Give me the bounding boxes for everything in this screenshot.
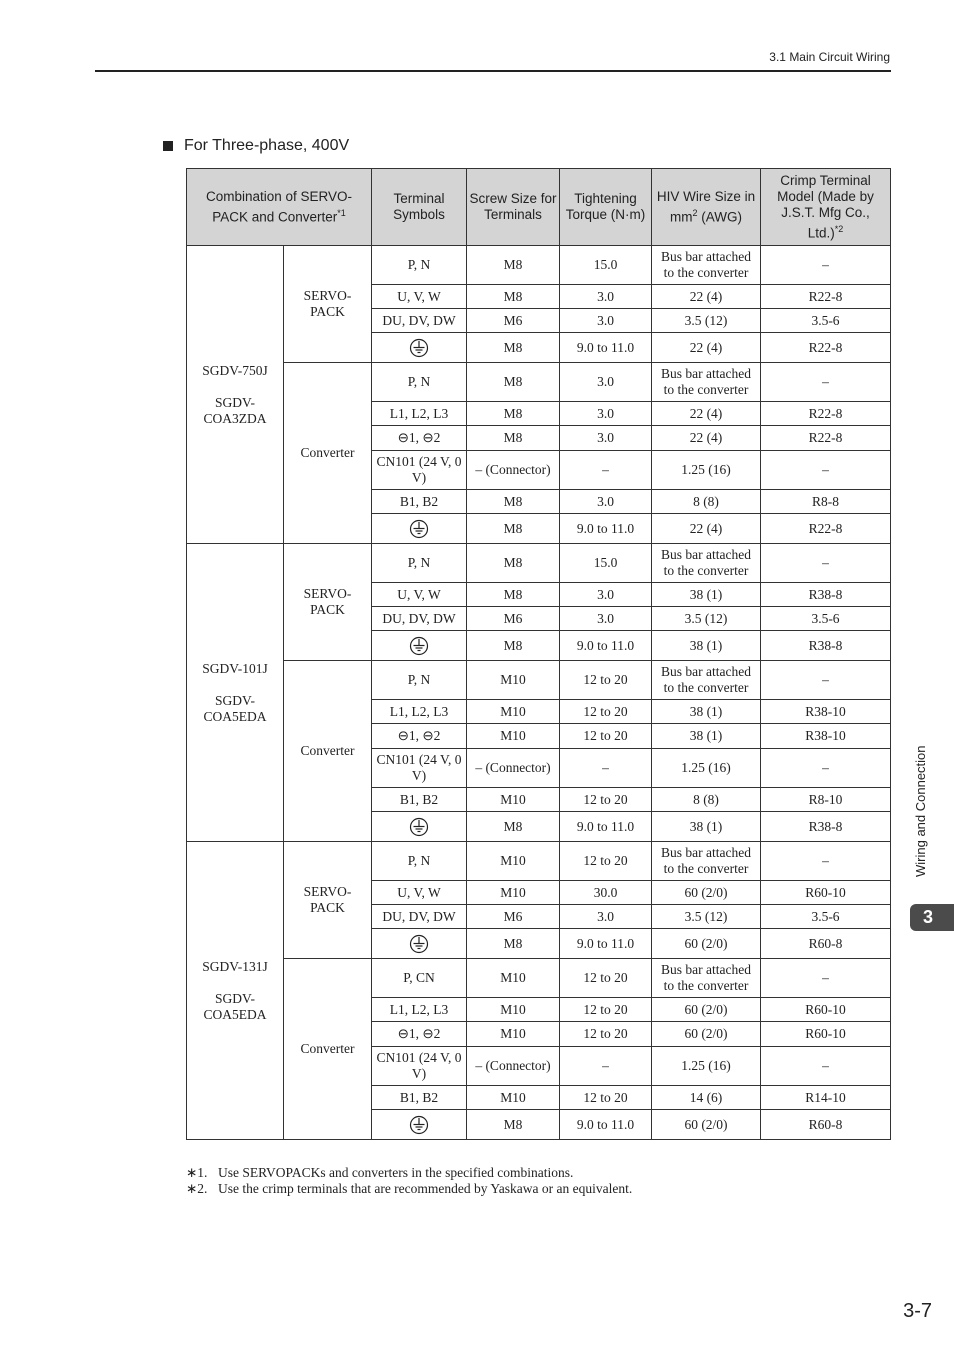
crimp-terminal-cell: 3.5-6 <box>761 309 891 333</box>
servopack-model: SGDV-101J <box>202 660 268 676</box>
torque-cell: 3.0 <box>560 426 652 451</box>
crimp-terminal-cell: R14-10 <box>761 1086 891 1110</box>
combination-model-cell <box>187 544 284 842</box>
crimp-terminal-cell: R60-10 <box>761 1022 891 1047</box>
terminal-symbol-cell <box>372 929 467 959</box>
torque-cell: 9.0 to 11.0 <box>560 929 652 959</box>
table-body <box>187 246 891 1140</box>
wire-size-cell: 22 (4) <box>652 514 761 544</box>
torque-cell: 9.0 to 11.0 <box>560 812 652 842</box>
terminal-symbol-cell: L1, L2, L3 <box>372 700 467 724</box>
terminal-symbol-cell: P, CN <box>372 959 467 998</box>
running-header: 3.1 Main Circuit Wiring <box>769 50 890 64</box>
wire-size-cell: Bus bar attached to the converter <box>652 842 761 881</box>
torque-cell: – <box>560 451 652 490</box>
screw-size-cell: M8 <box>467 583 560 607</box>
screw-size-cell: M8 <box>467 285 560 309</box>
screw-size-cell: M8 <box>467 490 560 514</box>
combination-model-cell <box>187 842 284 1140</box>
terminal-symbol-cell: CN101 (24 V, 0 V) <box>372 749 467 788</box>
ground-icon <box>409 817 429 837</box>
page-number: 3-7 <box>903 1300 932 1322</box>
torque-cell: 30.0 <box>560 881 652 905</box>
screw-size-cell: M8 <box>467 812 560 842</box>
servopack-model: SGDV-131J <box>202 958 268 974</box>
header-wire-size: HIV Wire Size in $mm^2$ (AWG) <box>652 169 761 246</box>
wire-size-cell: 8 (8) <box>652 788 761 812</box>
servopack-model: SGDV-750J <box>202 362 268 378</box>
header-terminal-symbols: Terminal Symbols <box>372 169 467 246</box>
torque-cell: 12 to 20 <box>560 788 652 812</box>
crimp-terminal-cell: R22-8 <box>761 333 891 363</box>
wire-size-cell: 38 (1) <box>652 631 761 661</box>
crimp-terminal-cell: – <box>761 749 891 788</box>
converter-model: SGDV-COA5EDA <box>203 990 267 1022</box>
terminal-symbol-cell: P, N <box>372 842 467 881</box>
wire-size-cell: 60 (2/0) <box>652 998 761 1022</box>
crimp-terminal-cell: – <box>761 451 891 490</box>
terminal-symbol-cell: ⊖1, ⊖2 <box>372 426 467 451</box>
screw-size-cell: M8 <box>467 631 560 661</box>
torque-cell: 3.0 <box>560 402 652 426</box>
screw-size-cell: – (Connector) <box>467 1047 560 1086</box>
header-crimp-terminal: Crimp Terminal Model (Made by J.S.T. Mfg Co., Ltd.)$^{*2}$ <box>761 169 891 246</box>
bullet-square-icon <box>163 141 173 151</box>
wire-size-cell: 60 (2/0) <box>652 1110 761 1140</box>
wiring-spec-table <box>186 168 891 1140</box>
torque-cell: 12 to 20 <box>560 842 652 881</box>
screw-size-cell: M10 <box>467 724 560 749</box>
screw-size-cell: M8 <box>467 1110 560 1140</box>
torque-cell: 3.0 <box>560 363 652 402</box>
crimp-terminal-cell: – <box>761 544 891 583</box>
crimp-terminal-cell: R22-8 <box>761 426 891 451</box>
torque-cell: 12 to 20 <box>560 1022 652 1047</box>
screw-size-cell: M8 <box>467 544 560 583</box>
torque-cell: 3.0 <box>560 309 652 333</box>
torque-cell: 9.0 to 11.0 <box>560 1110 652 1140</box>
screw-size-cell: M10 <box>467 881 560 905</box>
torque-cell: – <box>560 1047 652 1086</box>
table-row <box>187 363 891 402</box>
torque-cell: 3.0 <box>560 285 652 309</box>
wire-size-cell: 38 (1) <box>652 583 761 607</box>
torque-cell: 15.0 <box>560 544 652 583</box>
crimp-terminal-cell: R22-8 <box>761 514 891 544</box>
chapter-side-label: Wiring and Connection <box>913 745 928 877</box>
torque-cell: 12 to 20 <box>560 724 652 749</box>
terminal-symbol-cell: CN101 (24 V, 0 V) <box>372 451 467 490</box>
crimp-terminal-cell: 3.5-6 <box>761 607 891 631</box>
crimp-terminal-cell: R22-8 <box>761 285 891 309</box>
torque-cell: 15.0 <box>560 246 652 285</box>
screw-size-cell: M8 <box>467 246 560 285</box>
crimp-terminal-cell: R22-8 <box>761 402 891 426</box>
wire-size-cell: 38 (1) <box>652 812 761 842</box>
wire-size-cell: 38 (1) <box>652 724 761 749</box>
crimp-terminal-cell: R60-8 <box>761 929 891 959</box>
terminal-symbol-cell <box>372 631 467 661</box>
screw-size-cell: M10 <box>467 1086 560 1110</box>
wire-size-cell: Bus bar attached to the converter <box>652 246 761 285</box>
terminal-symbol-cell: ⊖1, ⊖2 <box>372 1022 467 1047</box>
wire-size-cell: 1.25 (16) <box>652 749 761 788</box>
torque-cell: 12 to 20 <box>560 1086 652 1110</box>
wire-size-cell: Bus bar attached to the converter <box>652 363 761 402</box>
wire-size-cell: 22 (4) <box>652 285 761 309</box>
header-combination: Combination of SERVO-PACK and Converter$^{*1}$ <box>187 169 372 246</box>
converter-label: Converter <box>284 363 372 544</box>
torque-cell: 12 to 20 <box>560 661 652 700</box>
terminal-symbol-cell: P, N <box>372 661 467 700</box>
screw-size-cell: M8 <box>467 514 560 544</box>
ground-icon <box>409 934 429 954</box>
screw-size-cell: M10 <box>467 998 560 1022</box>
crimp-terminal-cell: R38-10 <box>761 700 891 724</box>
ground-icon <box>409 338 429 358</box>
terminal-symbol-cell: U, V, W <box>372 285 467 309</box>
wire-size-cell: 22 (4) <box>652 402 761 426</box>
screw-size-cell: M8 <box>467 929 560 959</box>
wire-size-cell: 60 (2/0) <box>652 881 761 905</box>
terminal-symbol-cell: CN101 (24 V, 0 V) <box>372 1047 467 1086</box>
header-rule <box>95 70 891 72</box>
torque-cell: 3.0 <box>560 905 652 929</box>
terminal-symbol-cell: U, V, W <box>372 881 467 905</box>
wire-size-cell: 22 (4) <box>652 426 761 451</box>
converter-model: SGDV-COA5EDA <box>203 692 267 724</box>
torque-cell: 9.0 to 11.0 <box>560 333 652 363</box>
servopack-label: SERVO-PACK <box>284 246 372 363</box>
terminal-symbol-cell: B1, B2 <box>372 788 467 812</box>
terminal-symbol-cell: DU, DV, DW <box>372 905 467 929</box>
torque-cell: 3.0 <box>560 490 652 514</box>
wire-size-cell: 14 (6) <box>652 1086 761 1110</box>
table-row <box>187 544 891 583</box>
screw-size-cell: M8 <box>467 402 560 426</box>
crimp-terminal-cell: – <box>761 842 891 881</box>
torque-cell: 12 to 20 <box>560 700 652 724</box>
terminal-symbol-cell <box>372 514 467 544</box>
wire-size-cell: 38 (1) <box>652 700 761 724</box>
screw-size-cell: M6 <box>467 905 560 929</box>
chapter-tab: 3 <box>910 904 954 931</box>
torque-cell: 12 to 20 <box>560 959 652 998</box>
screw-size-cell: M10 <box>467 700 560 724</box>
crimp-terminal-cell: R60-8 <box>761 1110 891 1140</box>
crimp-terminal-cell: – <box>761 363 891 402</box>
terminal-symbol-cell <box>372 333 467 363</box>
wire-size-cell: 1.25 (16) <box>652 451 761 490</box>
terminal-symbol-cell: L1, L2, L3 <box>372 998 467 1022</box>
wire-size-cell: 3.5 (12) <box>652 905 761 929</box>
crimp-terminal-cell: R8-8 <box>761 490 891 514</box>
screw-size-cell: M10 <box>467 842 560 881</box>
wire-size-cell: Bus bar attached to the converter <box>652 544 761 583</box>
footnotes <box>186 1165 632 1197</box>
screw-size-cell: M6 <box>467 309 560 333</box>
wire-size-cell: 8 (8) <box>652 490 761 514</box>
terminal-symbol-cell: U, V, W <box>372 583 467 607</box>
crimp-terminal-cell: R38-8 <box>761 631 891 661</box>
section-title <box>163 137 349 155</box>
screw-size-cell: M10 <box>467 959 560 998</box>
footnote-2: ∗2. Use the crimp terminals that are recommended by Yaskawa or an equivalent. <box>186 1181 633 1196</box>
ground-icon <box>409 636 429 656</box>
converter-label: Converter <box>284 661 372 842</box>
crimp-terminal-cell: R60-10 <box>761 998 891 1022</box>
screw-size-cell: M10 <box>467 788 560 812</box>
table-row <box>187 959 891 998</box>
crimp-terminal-cell: 3.5-6 <box>761 905 891 929</box>
table-row <box>187 661 891 700</box>
wire-size-cell: 1.25 (16) <box>652 1047 761 1086</box>
table-row <box>187 246 891 285</box>
wire-size-cell: 60 (2/0) <box>652 929 761 959</box>
crimp-terminal-cell: R38-10 <box>761 724 891 749</box>
terminal-symbol-cell <box>372 1110 467 1140</box>
screw-size-cell: M10 <box>467 1022 560 1047</box>
screw-size-cell: M6 <box>467 607 560 631</box>
ground-icon <box>409 1115 429 1135</box>
wire-size-cell: 3.5 (12) <box>652 309 761 333</box>
table-row <box>187 842 891 881</box>
crimp-terminal-cell: – <box>761 246 891 285</box>
screw-size-cell: – (Connector) <box>467 749 560 788</box>
screw-size-cell: M8 <box>467 333 560 363</box>
screw-size-cell: M10 <box>467 661 560 700</box>
crimp-terminal-cell: R60-10 <box>761 881 891 905</box>
torque-cell: 12 to 20 <box>560 998 652 1022</box>
table-header-row <box>187 169 891 246</box>
wire-size-cell: 3.5 (12) <box>652 607 761 631</box>
wire-size-cell: 60 (2/0) <box>652 1022 761 1047</box>
terminal-symbol-cell <box>372 812 467 842</box>
servopack-label: SERVO-PACK <box>284 842 372 959</box>
torque-cell: 3.0 <box>560 583 652 607</box>
wire-size-cell: 22 (4) <box>652 333 761 363</box>
servopack-label: SERVO-PACK <box>284 544 372 661</box>
terminal-symbol-cell: B1, B2 <box>372 490 467 514</box>
torque-cell: 3.0 <box>560 607 652 631</box>
crimp-terminal-cell: – <box>761 959 891 998</box>
ground-icon <box>409 519 429 539</box>
converter-label: Converter <box>284 959 372 1140</box>
terminal-symbol-cell: ⊖1, ⊖2 <box>372 724 467 749</box>
terminal-symbol-cell: P, N <box>372 363 467 402</box>
header-screw-size: Screw Size for Terminals <box>467 169 560 246</box>
terminal-symbol-cell: DU, DV, DW <box>372 607 467 631</box>
converter-model: SGDV-COA3ZDA <box>203 394 267 426</box>
wire-size-cell: Bus bar attached to the converter <box>652 959 761 998</box>
terminal-symbol-cell: P, N <box>372 544 467 583</box>
crimp-terminal-cell: R38-8 <box>761 812 891 842</box>
screw-size-cell: M8 <box>467 363 560 402</box>
section-title-text: For Three-phase, 400V <box>184 137 350 154</box>
torque-cell: 9.0 to 11.0 <box>560 631 652 661</box>
header-tightening-torque: Tightening Torque (N·m) <box>560 169 652 246</box>
terminal-symbol-cell: P, N <box>372 246 467 285</box>
screw-size-cell: M8 <box>467 426 560 451</box>
terminal-symbol-cell: B1, B2 <box>372 1086 467 1110</box>
crimp-terminal-cell: R8-10 <box>761 788 891 812</box>
crimp-terminal-cell: R38-8 <box>761 583 891 607</box>
crimp-terminal-cell: – <box>761 1047 891 1086</box>
wire-size-cell: Bus bar attached to the converter <box>652 661 761 700</box>
torque-cell: – <box>560 749 652 788</box>
combination-model-cell <box>187 246 284 544</box>
screw-size-cell: – (Connector) <box>467 451 560 490</box>
terminal-symbol-cell: L1, L2, L3 <box>372 402 467 426</box>
torque-cell: 9.0 to 11.0 <box>560 514 652 544</box>
terminal-symbol-cell: DU, DV, DW <box>372 309 467 333</box>
footnote-1: ∗1. Use SERVOPACKs and converters in the specified combinations. <box>186 1165 574 1180</box>
crimp-terminal-cell: – <box>761 661 891 700</box>
